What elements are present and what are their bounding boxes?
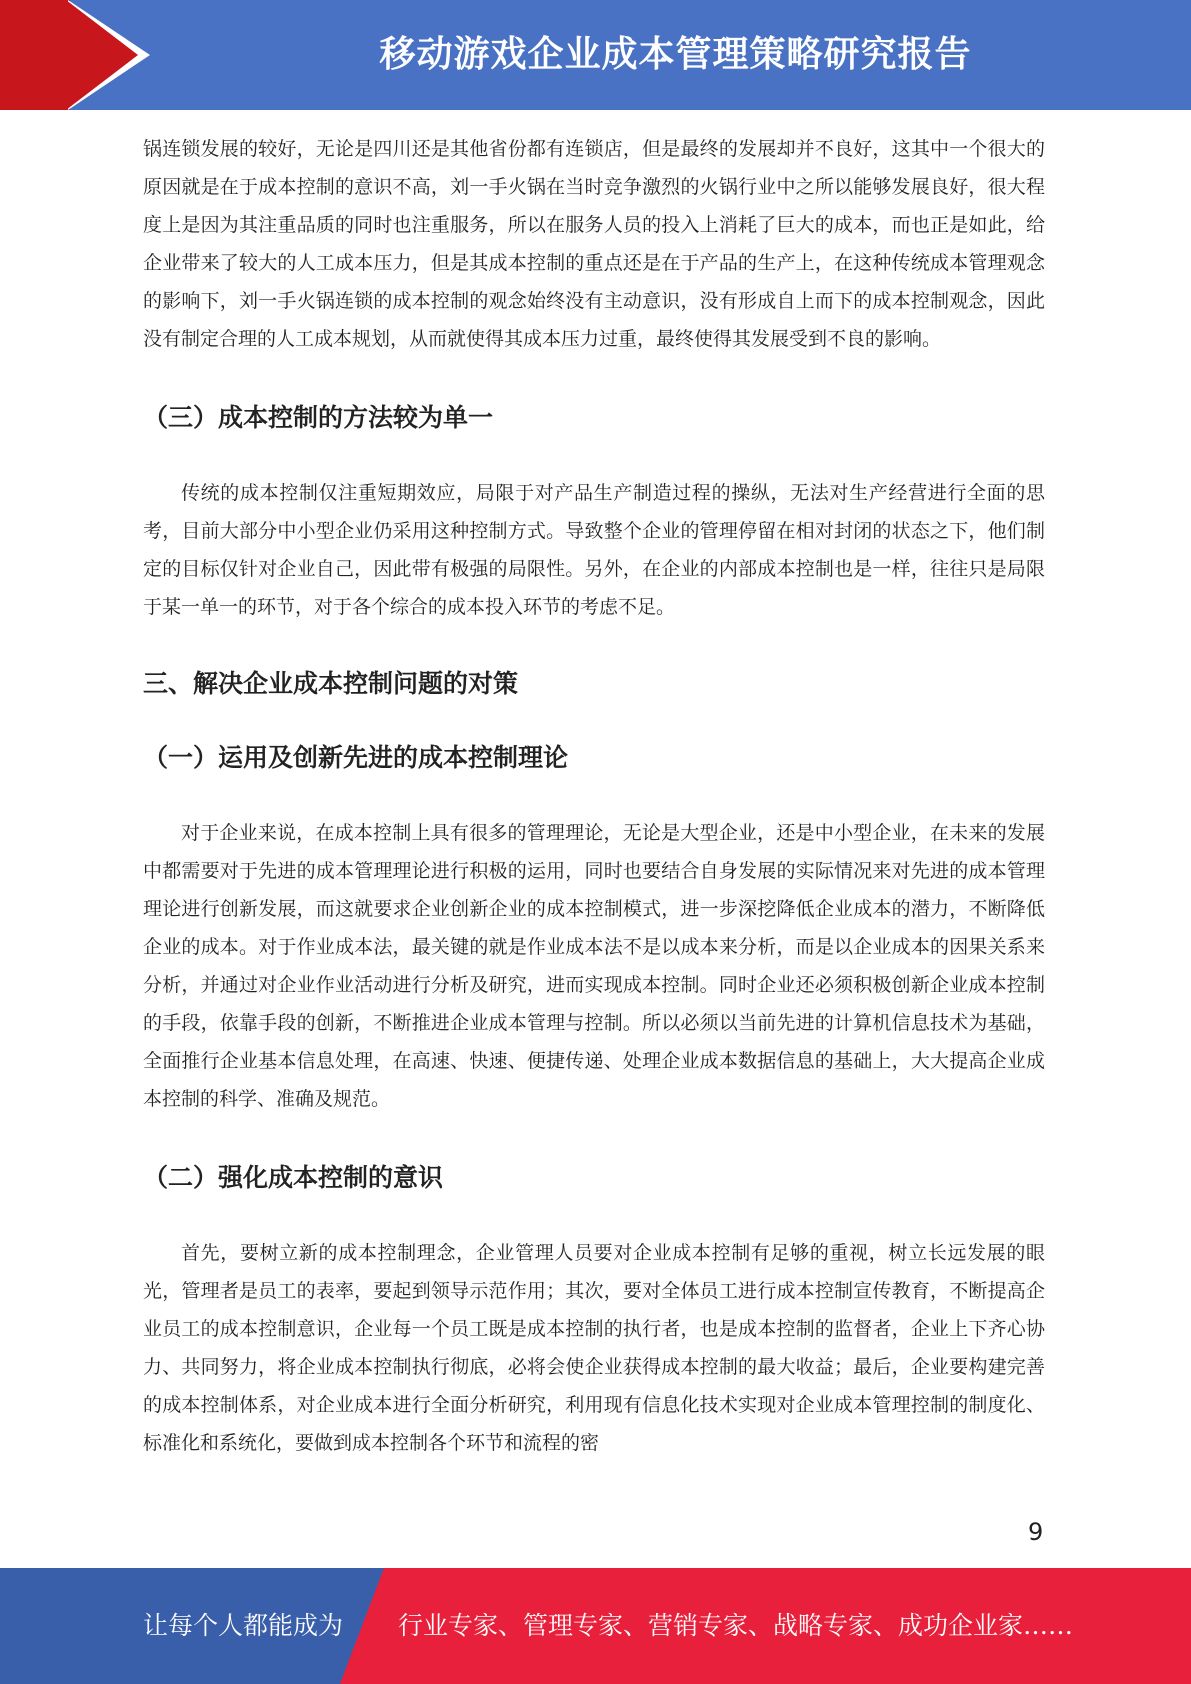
footer-slogan-right: 行业专家、管理专家、营销专家、战略专家、成功企业家…… bbox=[398, 1611, 1074, 1640]
paragraph-traditional-control: 传统的成本控制仅注重短期效应，局限于对产品生产制造过程的操纵，无法对生产经营进行全面的思考，目前大部分中小型企业仍采用这种控制方式。导致整个企业的管理停留在相对封闭的状态之下，他们制定的目标仅针对企业自己，因此带有极强的局限性。另外，在企业的内部成本控制也是一样，往往只是局限于某一单一的环节，对于各个综合的成本投入环节的考虑不足。 bbox=[143, 482, 1045, 618]
paragraph-hotpot-case: 锅连锁发展的较好，无论是四川还是其他省份都有连锁店，但是最终的发展却并不良好，这其中一个很大的原因就是在于成本控制的意识不高，刘一手火锅在当时竞争激烈的火锅行业中之所以能够发展良好，很大程度上是因为其注重品质的同时也注重服务，所以在服务人员的投入上消耗了巨大的成本，而也正是如此，给企业带来了较大的人工成本压力，但是其成本控制的重点还是在于产品的生产上，在这种传统成本管理观念的影响下，刘一手火锅连锁的成本控制的观念始终没有主动意识，没有形成自上而下的成本控制观念，因此没有制定合理的人工成本规划，从而就使得其成本压力过重，最终使得其发展受到不良的影响。 bbox=[143, 138, 1045, 350]
paragraph-advanced-theory: 对于企业来说，在成本控制上具有很多的管理理论，无论是大型企业，还是中小型企业，在未来的发展中都需要对于先进的成本管理理论进行积极的运用，同时也要结合自身发展的实际情况来对先进的成本管理理论进行创新发展，而这就要求企业创新企业的成本控制模式，进一步深挖降低企业成本的潜力，不断降低企业的成本。对于作业成本法，最关键的就是作业成本法不是以成本来分析，而是以企业成本的因果关系来分析，并通过对企业作业活动进行分析及研究，进而实现成本控制。同时企业还必须积极创新企业成本控制的手段，依靠手段的创新，不断推进企业成本管理与控制。所以必须以当前先进的计算机信息技术为基础，全面推行企业基本信息处理，在高速、快速、便捷传递、处理企业成本数据信息的基础上，大大提高企业成本控制的科学、准确及规范。 bbox=[143, 822, 1045, 1110]
section-heading-awareness: （二）强化成本控制的意识 bbox=[143, 1163, 444, 1192]
footer-slogan-left: 让每个人都能成为 bbox=[143, 1611, 344, 1640]
report-title: 移动游戏企业成本管理策略研究报告 bbox=[379, 34, 972, 75]
chapter-heading-countermeasures: 三、解决企业成本控制问题的对策 bbox=[143, 669, 519, 698]
section-heading-single-method: （三）成本控制的方法较为单一 bbox=[143, 403, 494, 432]
section-heading-innovate-theory: （一）运用及创新先进的成本控制理论 bbox=[143, 743, 569, 772]
header-arrow-icon bbox=[66, 0, 138, 110]
paragraph-awareness: 首先，要树立新的成本控制理念，企业管理人员要对企业成本控制有足够的重视，树立长远发展的眼光，管理者是员工的表率，要起到领导示范作用；其次，要对全体员工进行成本控制宣传教育，不断提高企业员工的成本控制意识，企业每一个员工既是成本控制的执行者，也是成本控制的监督者，企业上下齐心协力、共同努力，将企业成本控制执行彻底，必将会使企业获得成本控制的最大收益；最后，企业要构建完善的成本控制体系，对企业成本进行全面分析研究，利用现有信息化技术实现对企业成本管理控制的制度化、标准化和系统化，要做到成本控制各个环节和流程的密 bbox=[143, 1242, 1045, 1454]
header-red-block bbox=[0, 0, 70, 110]
page-content bbox=[143, 130, 1045, 1462]
page-header bbox=[0, 0, 1191, 110]
page-footer bbox=[0, 1568, 1191, 1684]
page-number: 9 bbox=[1028, 1518, 1044, 1546]
